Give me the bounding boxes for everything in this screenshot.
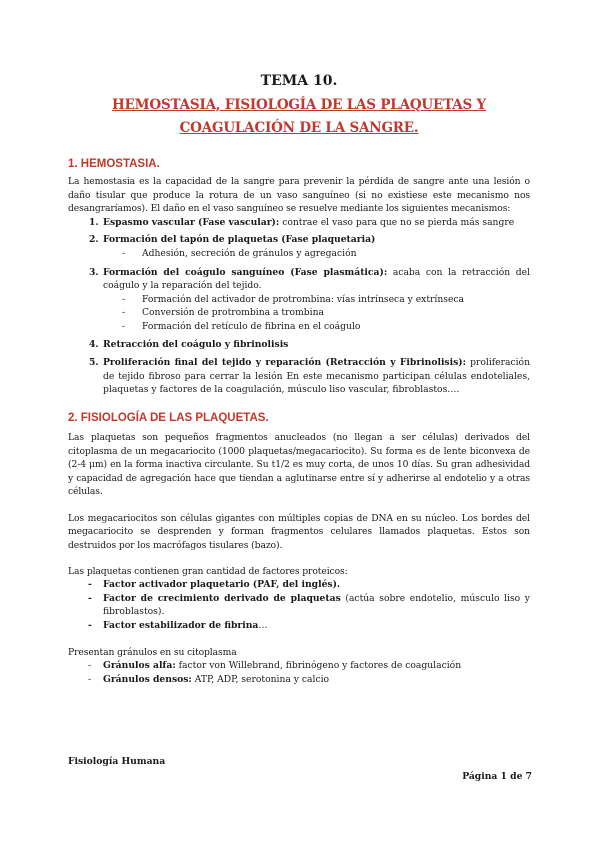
section1-intro: La hemostasia es la capacidad de la sangre para prevenir la pérdida de sangre ante una lesión o daño tisular que produce la rotura de un vaso sanguíneo (si no existiese este mecanismo nos desangraríamos). El daño en el vaso sanguíneo se resuelve mediante los siguientes mecanismos: [68,176,530,215]
list-item: - Gránulos alfa: factor von Willebrand, fibrinógeno y factores de coagulación [68,659,530,673]
section-heading-plaquetas: 2. FISIOLOGÍA DE LAS PLAQUETAS. [68,411,269,424]
sub-item: - Adhesión, secreción de gránulos y agregación [68,247,530,261]
list-item: - Factor activador plaquetario (PAF, del inglés). [68,578,530,592]
sub-item: - Formación del retículo de fibrina en el coágulo [68,320,530,334]
section2-paragraph-1: Las plaquetas son pequeños fragmentos anucleados (no llegan a ser células) derivados del citoplasma de un megacariocito (1000 plaquetas/megacariocito). Su forma es de lente biconvexa de (2-4 μm) en la forma inactiva circulante. Su t1/2 es muy corta, de unos 10 días. Su gran adhesividad y capacidad de agregación hace que tiendan a aglutinarse entre sí y adherirse al endotelio y a otras células. [68,431,530,498]
list-item: 5. Proliferación final del tejido y reparación (Retracción y Fibrinolisis): proliferación de tejido fibroso para cerrar la lesión En este mecanismo participan células endoteliales, plaquetas y factores de la coagulación, músculo liso vascular, fibroblastos…. [89,357,531,396]
list-item: 1. Espasmo vascular (Fase vascular): contrae el vaso para que no se pierda más sangre [89,216,515,228]
list-item: - Factor de crecimiento derivado de plaquetas (actúa sobre endotelio, músculo liso y fibroblastos). [68,592,530,619]
hemostasis-mechanisms-list [68,216,530,397]
section2-paragraph-3: Las plaquetas contienen gran cantidad de factores proteicos: [68,565,348,577]
section2-paragraph-4: Presentan gránulos en su citoplasma [68,646,237,658]
doc-title: TEMA 10. [260,73,338,89]
doc-subtitle-line1: HEMOSTASIA, FISIOLOGÍA DE LAS PLAQUETAS Y [112,97,486,113]
section-heading-hemostasia: 1. HEMOSTASIA. [68,158,160,170]
doc-subtitle-line2: COAGULACIÓN DE LA SANGRE. [179,120,419,136]
sub-item: - Formación del activador de protrombina: vías intrínseca y extrínseca [68,293,530,307]
list-item: - Factor estabilizador de fibrina… [68,619,530,633]
document-page [68,72,530,686]
protein-factors-list [68,578,530,632]
footer-course-name: Fisiología Humana [68,756,166,767]
section2-paragraph-2: Los megacariocitos son células gigantes con múltiples copias de DNA en su núcleo. Los bordes del megacariocito se desprenden y forman fragmentos celulares llamados plaquetas. Estos son destruidos por los macrófagos tisulares (bazo). [68,512,530,552]
list-item: - Gránulos densos: ATP, ADP, serotonina y calcio [68,673,530,687]
granules-list [68,659,530,686]
footer-page-number: Página 1 de 7 [462,771,532,782]
sub-item: - Conversión de protrombina a trombina [68,306,530,320]
list-item: 2. Formación del tapón de plaquetas (Fase plaquetaria) - Adhesión, secreción de gránulos y agregación [68,233,530,260]
list-item: 3. Formación del coágulo sanguíneo (Fase plasmática): acaba con la retracción del coágulo y la reparación del tejido. - Formación del activador de protrombina: vías intrínseca y extrínseca - Conversión de protrombina a trombina - Formación del retículo de fibrina en el coágulo [68,266,530,334]
list-item: 4. Retracción del coágulo y fibrinolisis [89,338,289,350]
